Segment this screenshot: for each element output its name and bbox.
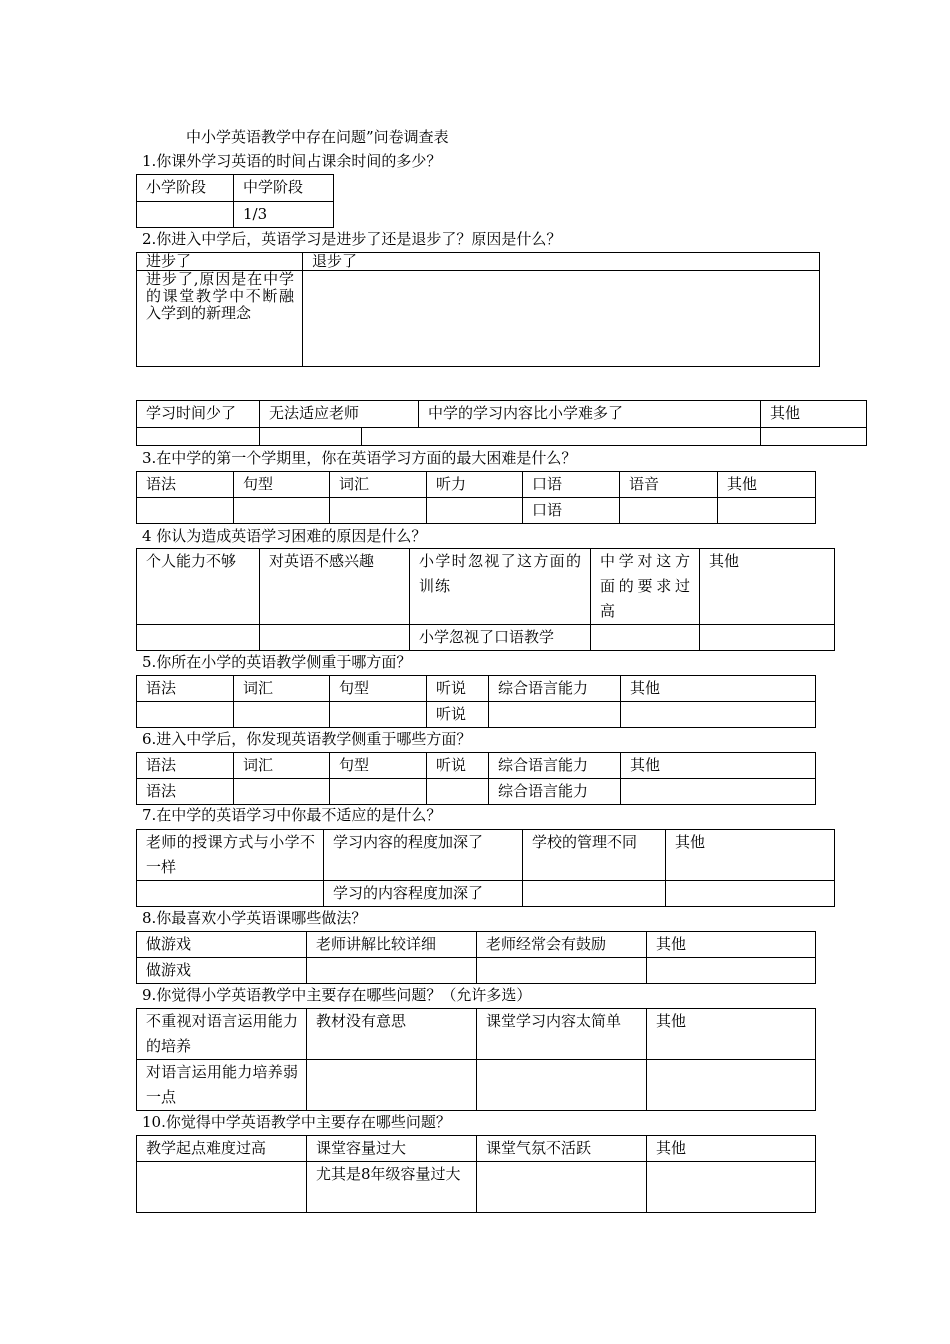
q5-answer <box>621 702 816 728</box>
q5-answer <box>330 702 427 728</box>
q6-answer <box>234 779 330 805</box>
q10-table <box>136 1135 816 1213</box>
q3-answer <box>137 498 234 524</box>
question-8: 8.你最喜欢小学英语课哪些做法？ <box>142 909 367 927</box>
q2-reason-other: 其他 <box>761 401 867 428</box>
q8-header: 老师讲解比较详细 <box>307 932 477 958</box>
question-3: 3.在中学的第一个学期里，你在英语学习方面的最大困难是什么？ <box>142 449 577 467</box>
q10-header: 教学起点难度过高 <box>137 1136 307 1162</box>
q1-answer-middle: 1/3 <box>234 202 334 228</box>
q3-answer <box>234 498 330 524</box>
q6-answer <box>427 779 489 805</box>
question-2: 2.你进入中学后，英语学习是进步了还是退步了？原因是什么？ <box>142 230 562 248</box>
q8-answer <box>477 958 647 984</box>
q9-answer <box>477 1060 647 1111</box>
q1-header-middle: 中学阶段 <box>234 175 334 202</box>
q7-header: 其他 <box>666 830 835 881</box>
q5-header: 其他 <box>621 676 816 702</box>
question-7: 7.在中学的英语学习中你最不适应的是什么？ <box>142 806 442 824</box>
q2-reason-table <box>136 400 867 446</box>
q6-header: 语法 <box>137 753 234 779</box>
question-9: 9.你觉得小学英语教学中主要存在哪些问题？（允许多选） <box>142 986 532 1004</box>
q2-reason-time: 学习时间少了 <box>137 401 260 428</box>
q3-header: 句型 <box>234 472 330 498</box>
q8-answer: 做游戏 <box>137 958 307 984</box>
q5-answer <box>234 702 330 728</box>
q1-table <box>136 174 334 228</box>
q8-header: 其他 <box>647 932 816 958</box>
question-4: 4 你认为造成英语学习困难的原因是什么？ <box>142 527 427 545</box>
q3-answer <box>330 498 427 524</box>
q6-answer: 综合语言能力 <box>489 779 621 805</box>
q2-table <box>136 252 820 367</box>
q1-header-primary: 小学阶段 <box>137 175 234 202</box>
q4-table <box>136 548 835 651</box>
q5-header: 综合语言能力 <box>489 676 621 702</box>
q6-header: 听说 <box>427 753 489 779</box>
q2-reason-answer <box>761 428 867 446</box>
q4-header: 中学对这方面的要求过高 <box>591 549 700 625</box>
q10-answer <box>137 1162 307 1213</box>
q6-answer <box>621 779 816 805</box>
q4-header: 小学时忽视了这方面的训练 <box>410 549 591 625</box>
q7-header: 学校的管理不同 <box>523 830 666 881</box>
q3-answer: 口语 <box>523 498 620 524</box>
q7-header: 学习内容的程度加深了 <box>324 830 523 881</box>
q4-answer: 小学忽视了口语教学 <box>410 625 591 651</box>
q3-header: 口语 <box>523 472 620 498</box>
q7-answer: 学习的内容程度加深了 <box>324 881 523 907</box>
q9-answer: 对语言运用能力培养弱一点 <box>137 1060 307 1111</box>
q2-reason-answer <box>137 428 260 446</box>
q9-answer <box>307 1060 477 1111</box>
q7-answer <box>137 881 324 907</box>
q5-header: 听说 <box>427 676 489 702</box>
q7-answer <box>666 881 835 907</box>
q4-answer <box>137 625 260 651</box>
q6-answer: 语法 <box>137 779 234 805</box>
q7-answer <box>523 881 666 907</box>
question-10: 10.你觉得中学英语教学中主要存在哪些问题？ <box>142 1113 451 1131</box>
q5-answer <box>489 702 621 728</box>
q8-header: 老师经常会有鼓励 <box>477 932 647 958</box>
q4-answer <box>591 625 700 651</box>
q5-answer: 听说 <box>427 702 489 728</box>
q10-header: 课堂容量过大 <box>307 1136 477 1162</box>
q8-answer <box>647 958 816 984</box>
q1-answer-primary <box>137 202 234 228</box>
q3-header: 其他 <box>718 472 816 498</box>
q9-header: 不重视对语言运用能力的培养 <box>137 1009 307 1060</box>
q3-answer <box>718 498 816 524</box>
q4-answer <box>700 625 835 651</box>
q2-header-progress: 进步了 <box>137 253 303 271</box>
q4-header: 对英语不感兴趣 <box>260 549 410 625</box>
q10-header: 课堂气氛不活跃 <box>477 1136 647 1162</box>
q9-header: 其他 <box>647 1009 816 1060</box>
q4-header: 个人能力不够 <box>137 549 260 625</box>
q6-header: 其他 <box>621 753 816 779</box>
q10-answer <box>647 1162 816 1213</box>
q9-header: 课堂学习内容太简单 <box>477 1009 647 1060</box>
q10-answer: 尤其是8年级容量过大 <box>307 1162 477 1213</box>
q4-answer <box>260 625 410 651</box>
q2-reason-content: 中学的学习内容比小学难多了 <box>419 401 761 428</box>
q5-answer <box>137 702 234 728</box>
q6-header: 句型 <box>330 753 427 779</box>
q3-header: 语音 <box>620 472 718 498</box>
q6-answer <box>330 779 427 805</box>
q9-table <box>136 1008 816 1111</box>
q5-header: 语法 <box>137 676 234 702</box>
q9-answer <box>647 1060 816 1111</box>
q5-header: 句型 <box>330 676 427 702</box>
q2-reason-answer <box>260 428 362 446</box>
question-5: 5.你所在小学的英语教学侧重于哪方面？ <box>142 653 412 671</box>
q2-header-regress: 退步了 <box>303 253 820 271</box>
q2-answer-regress <box>303 271 820 367</box>
q3-header: 听力 <box>427 472 523 498</box>
q3-table <box>136 471 816 524</box>
q2-reason-teacher: 无法适应老师 <box>260 401 419 428</box>
q3-header: 语法 <box>137 472 234 498</box>
q2-reason-answer <box>362 428 761 446</box>
question-1: 1.你课外学习英语的时间占课余时间的多少？ <box>142 152 442 170</box>
q8-header: 做游戏 <box>137 932 307 958</box>
q10-header: 其他 <box>647 1136 816 1162</box>
q3-header: 词汇 <box>330 472 427 498</box>
q7-table <box>136 829 835 907</box>
q5-header: 词汇 <box>234 676 330 702</box>
q9-header: 教材没有意思 <box>307 1009 477 1060</box>
q8-table <box>136 931 816 984</box>
q5-table <box>136 675 816 728</box>
q10-answer <box>477 1162 647 1213</box>
page-title: 中小学英语教学中存在问题”问卷调查表 <box>186 128 449 146</box>
q3-answer <box>427 498 523 524</box>
q6-header: 词汇 <box>234 753 330 779</box>
q3-answer <box>620 498 718 524</box>
q8-answer <box>307 958 477 984</box>
q2-answer-progress: 进步了,原因是在中学的课堂教学中不断融入学到的新理念 <box>137 271 303 367</box>
q6-table <box>136 752 816 805</box>
q4-header: 其他 <box>700 549 835 625</box>
q7-header: 老师的授课方式与小学不一样 <box>137 830 324 881</box>
question-6: 6.进入中学后，你发现英语教学侧重于哪些方面？ <box>142 730 472 748</box>
q6-header: 综合语言能力 <box>489 753 621 779</box>
